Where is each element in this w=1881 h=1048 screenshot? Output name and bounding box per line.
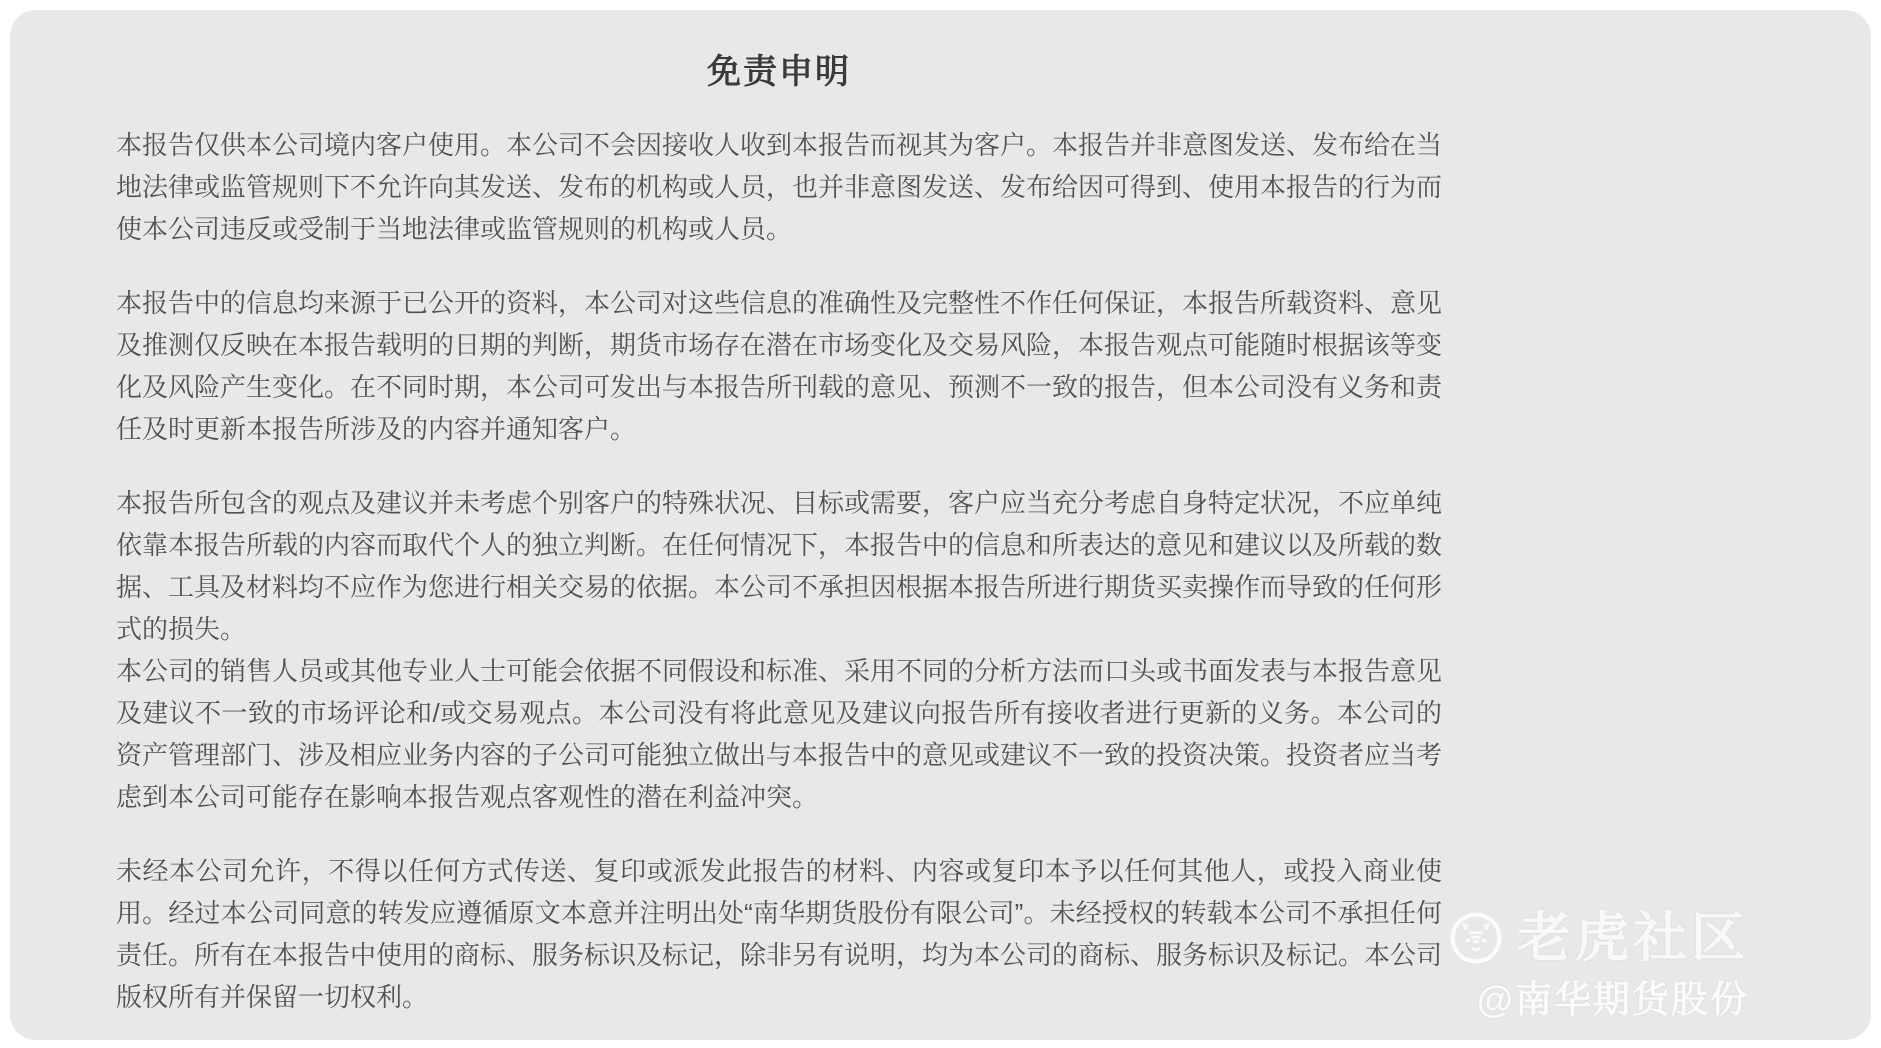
disclaimer-paragraph-1: 本报告仅供本公司境内客户使用。本公司不会因接收人收到本报告而视其为客户。本报告并非意图发送、发布给在当地法律或监管规则下不允许向其发送、发布的机构或人员，也并非意图发送、发布给因可得到、使用本报告的行为而使本公司违反或受制于当地法律或监管规则的机构或人员。 [116, 130, 1443, 244]
page-title: 免责申明 [707, 53, 851, 91]
watermark-community-label: 老虎社区 [1517, 908, 1749, 968]
disclaimer-card [10, 10, 1871, 1040]
watermark-community-row [1449, 910, 1749, 966]
disclaimer-content [116, 50, 1442, 1018]
disclaimer-paragraph-5: 未经本公司允许，不得以任何方式传送、复印或派发此报告的材料、内容或复印本予以任何其他人，或投入商业使用。经过本公司同意的转发应遵循原文本意并注明出处“南华期货股份有限公司”。未经授权的转载本公司不承担任何责任。所有在本报告中使用的商标、服务标识及标记，除非另有说明，均为本公司的商标、服务标识及标记。本公司版权所有并保留一切权利。 [116, 856, 1443, 1012]
disclaimer-paragraph-3: 本报告所包含的观点及建议并未考虑个别客户的特殊状况、目标或需要，客户应当充分考虑自身特定状况，不应单纯依靠本报告所载的内容而取代个人的独立判断。在任何情况下，本报告中的信息和所表达的意见和建议以及所载的数据、工具及材料均不应作为您进行相关交易的依据。本公司不承担因根据本报告所进行期货买卖操作而导致的任何形式的损失。 [116, 488, 1443, 644]
watermark [1449, 910, 1749, 1020]
disclaimer-paragraph-4: 本公司的销售人员或其他专业人士可能会依据不同假设和标准、采用不同的分析方法而口头或书面发表与本报告意见及建议不一致的市场评论和/或交易观点。本公司没有将此意见及建议向报告所有接收者进行更新的义务。本公司的资产管理部门、涉及相应业务内容的子公司可能独立做出与本报告中的意见或建议不一致的投资决策。投资者应当考虑到本公司可能存在影响本报告观点客观性的潜在利益冲突。 [116, 656, 1443, 812]
disclaimer-paragraph-2: 本报告中的信息均来源于已公开的资料，本公司对这些信息的准确性及完整性不作任何保证，本报告所载资料、意见及推测仅反映在本报告载明的日期的判断，期货市场存在潜在市场变化及交易风险，本报告观点可能随时根据该等变化及风险产生变化。在不同时期，本公司可发出与本报告所刊载的意见、预测不一致的报告，但本公司没有义务和责任及时更新本报告所涉及的内容并通知客户。 [116, 288, 1443, 444]
tiger-logo-icon [1449, 911, 1503, 965]
watermark-handle: @南华期货股份 [1476, 979, 1749, 1020]
